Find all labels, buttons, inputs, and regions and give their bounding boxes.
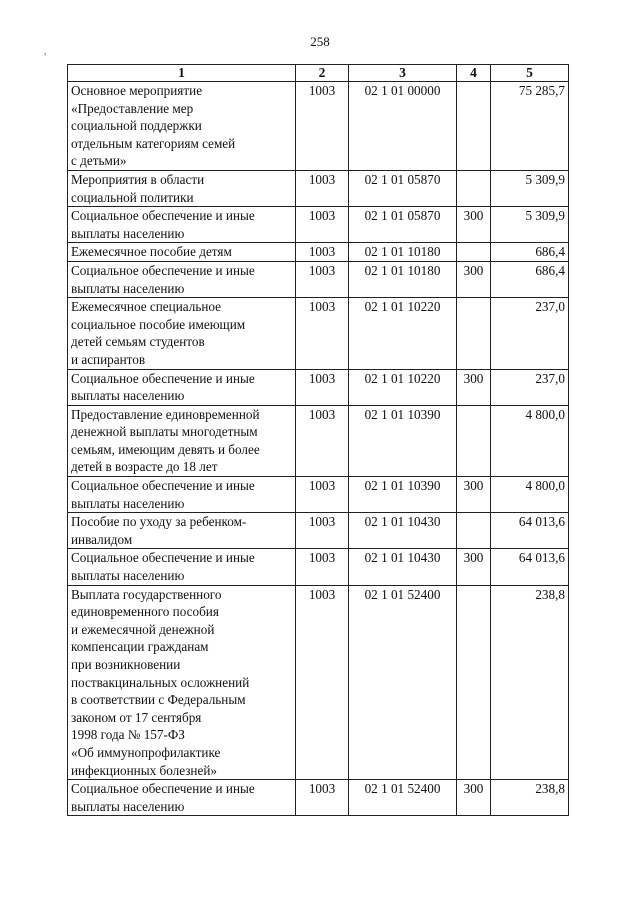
table-row [68,405,569,476]
row-section: 1003 [296,82,349,171]
table-row [68,780,569,816]
row-name: Социальное обеспечение и иные выплаты населению [68,549,296,585]
table-body [68,82,569,816]
table-row [68,369,569,405]
row-expense-type: 300 [457,207,491,243]
row-amount: 237,0 [491,369,569,405]
header-col-2: 2 [296,65,349,82]
row-expense-type: 300 [457,549,491,585]
row-section: 1003 [296,170,349,206]
row-code: 02 1 01 10430 [349,513,457,549]
row-name: Пособие по уходу за ребенком- инвалидом [68,513,296,549]
table-row [68,243,569,262]
row-expense-type: 300 [457,477,491,513]
row-code: 02 1 01 10390 [349,405,457,476]
header-row [68,65,569,82]
row-amount: 5 309,9 [491,170,569,206]
row-amount: 64 013,6 [491,549,569,585]
row-name: Основное мероприятие «Предоставление мер социальной поддержки отдельным категориям семей с детьми» [68,82,296,171]
row-expense-type [457,513,491,549]
row-section: 1003 [296,369,349,405]
row-section: 1003 [296,585,349,780]
row-name: Социальное обеспечение и иные выплаты населению [68,369,296,405]
row-name: Предоставление единовременной денежной выплаты многодетным семьям, имеющим девять и более детей в возрасте до 18 лет [68,405,296,476]
header-col-3: 3 [349,65,457,82]
row-expense-type [457,298,491,369]
row-code: 02 1 01 05870 [349,170,457,206]
row-amount: 237,0 [491,298,569,369]
row-code: 02 1 01 52400 [349,585,457,780]
row-amount: 64 013,6 [491,513,569,549]
row-expense-type: 300 [457,261,491,297]
table-row [68,549,569,585]
header-col-5: 5 [491,65,569,82]
header-col-1: 1 [68,65,296,82]
row-code: 02 1 01 10180 [349,261,457,297]
row-amount: 686,4 [491,261,569,297]
row-name: Ежемесячное специальное социальное пособие имеющим детей семьям студентов и аспирантов [68,298,296,369]
budget-table [67,64,569,816]
table-row [68,298,569,369]
row-amount: 5 309,9 [491,207,569,243]
row-section: 1003 [296,298,349,369]
row-section: 1003 [296,261,349,297]
row-amount: 4 800,0 [491,477,569,513]
row-expense-type: 300 [457,780,491,816]
row-code: 02 1 01 05870 [349,207,457,243]
row-section: 1003 [296,477,349,513]
row-code: 02 1 01 10430 [349,549,457,585]
row-code: 02 1 01 10180 [349,243,457,262]
row-section: 1003 [296,207,349,243]
row-name: Ежемесячное пособие детям [68,243,296,262]
row-expense-type [457,585,491,780]
row-amount: 238,8 [491,585,569,780]
row-name: Социальное обеспечение и иные выплаты населению [68,780,296,816]
row-name: Выплата государственного единовременного пособия и ежемесячной денежной компенсации гражданам при возникновении поствакцинальных осложнений в соответствии с Федеральным законом от 17 сентября 1998 года № 157-ФЗ «Об иммунопрофилактике инфекционных болезней» [68,585,296,780]
row-name: Социальное обеспечение и иные выплаты населению [68,207,296,243]
row-section: 1003 [296,513,349,549]
page-number: 258 [310,34,330,49]
row-section: 1003 [296,549,349,585]
row-amount: 238,8 [491,780,569,816]
table-row [68,82,569,171]
row-expense-type [457,170,491,206]
row-expense-type: 300 [457,369,491,405]
table-row [68,170,569,206]
table-row [68,585,569,780]
row-section: 1003 [296,405,349,476]
table-row [68,477,569,513]
row-code: 02 1 01 10220 [349,298,457,369]
row-code: 02 1 01 10220 [349,369,457,405]
row-code: 02 1 01 10390 [349,477,457,513]
header-col-4: 4 [457,65,491,82]
table-row [68,207,569,243]
row-amount: 75 285,7 [491,82,569,171]
row-name: Мероприятия в области социальной политики [68,170,296,206]
margin-mark: , [44,46,47,57]
row-amount: 4 800,0 [491,405,569,476]
row-code: 02 1 01 52400 [349,780,457,816]
row-expense-type [457,405,491,476]
row-name: Социальное обеспечение и иные выплаты населению [68,261,296,297]
table-row [68,513,569,549]
table-row [68,261,569,297]
row-code: 02 1 01 00000 [349,82,457,171]
row-name: Социальное обеспечение и иные выплаты населению [68,477,296,513]
row-expense-type [457,243,491,262]
row-section: 1003 [296,780,349,816]
row-amount: 686,4 [491,243,569,262]
row-expense-type [457,82,491,171]
row-section: 1003 [296,243,349,262]
